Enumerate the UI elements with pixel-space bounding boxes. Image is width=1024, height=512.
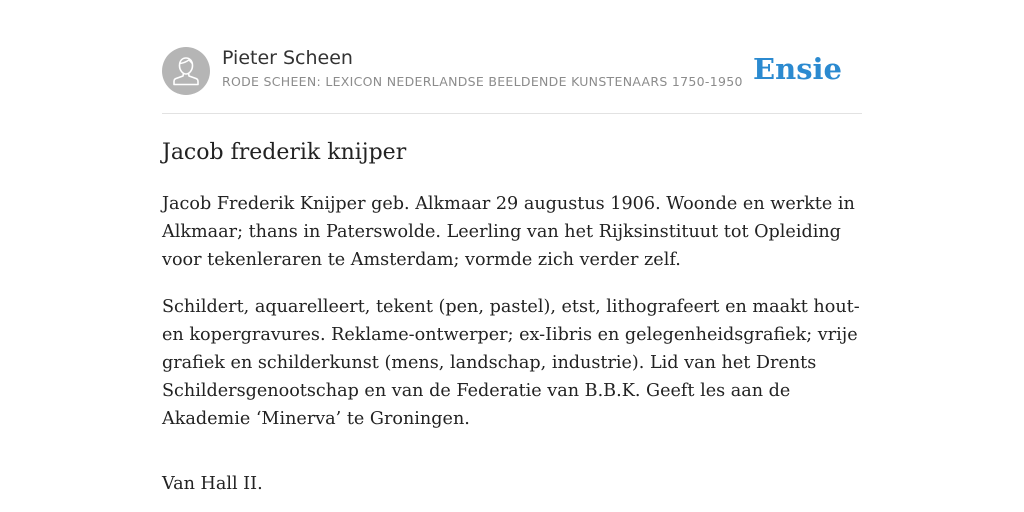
article-reference: Van Hall II. <box>162 474 263 494</box>
article-paragraph: Jacob Frederik Knijper geb. Alkmaar 29 augustus 1906. Woonde en werkte in Alkmaar; thans in Paterswolde. Leerling van het Rijksinstituut tot Opleiding voor tekenleraren te Amsterdam; vormde zich verder zelf. <box>162 194 855 270</box>
user-icon <box>162 47 210 95</box>
author-name[interactable]: Pieter Scheen <box>222 47 353 69</box>
article-paragraph: Schildert, aquarelleert, tekent (pen, pastel), etst, lithografeert en maakt hout- en kopergravures. Reklame-ontwerper; ex-Iibris en gelegenheidsgrafiek; vrije grafiek en schilderkunst (mens, landschap, industrie). Lid van het Drents Schildersgenootschap en van de Federatie van B.B.K. Geeft les aan de Akademie ‘Minerva’ te Groningen. <box>162 297 860 429</box>
header-divider <box>162 113 862 114</box>
brand-logo[interactable]: Ensie <box>753 52 842 86</box>
article-title: Jacob frederik knijper <box>162 140 407 165</box>
source-title[interactable]: RODE SCHEEN: LEXICON NEDERLANDSE BEELDENDE KUNSTENAARS 1750-1950 <box>222 74 743 89</box>
article-body <box>162 190 867 512</box>
avatar[interactable] <box>162 47 210 95</box>
header <box>162 46 862 98</box>
